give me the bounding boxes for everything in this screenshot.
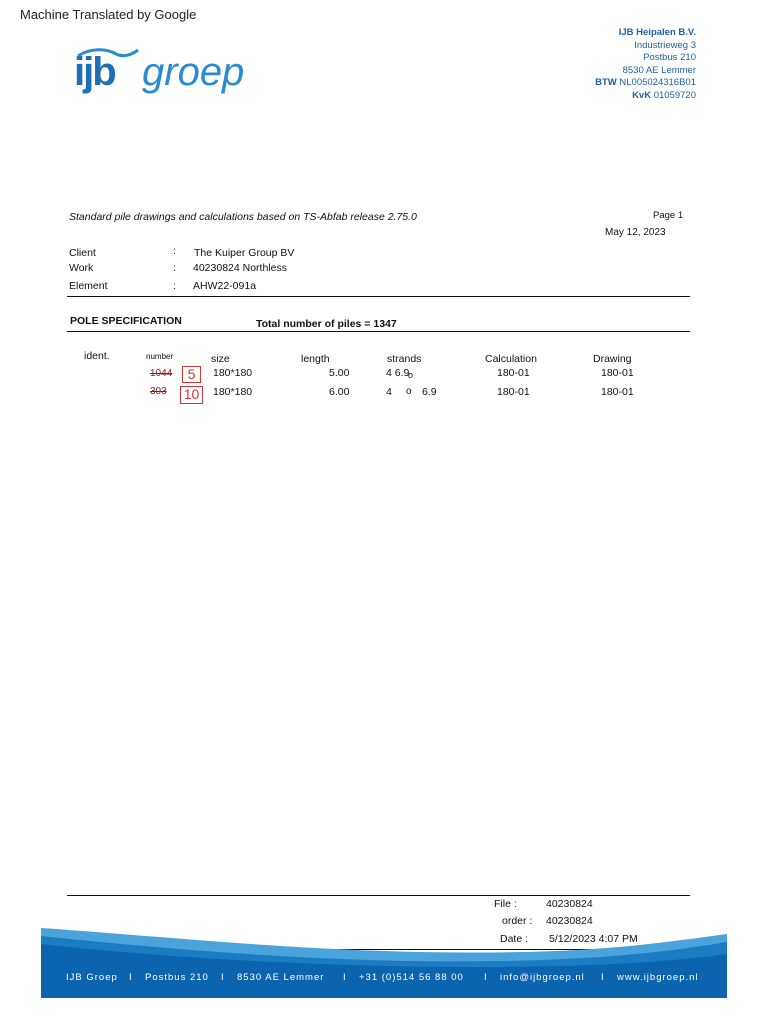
pole-spec-title: POLE SPECIFICATION	[70, 315, 182, 327]
strand-diameter-icon: o	[408, 370, 414, 380]
client-value: The Kuiper Group BV	[194, 247, 295, 259]
work-label: Work	[69, 262, 94, 274]
divider-footer	[67, 895, 690, 896]
row-size: 180*180	[213, 386, 253, 398]
footer-phone: +31 (0)514 56 88 00	[359, 972, 464, 983]
footer-separator: I	[601, 972, 605, 983]
company-city: 8530 AE Lemmer	[622, 64, 696, 76]
row-strands-count: 4	[386, 386, 392, 398]
date-value: 5/12/2023 4:07 PM	[549, 933, 638, 945]
col-number: number	[146, 352, 174, 361]
footer-separator: I	[343, 972, 347, 983]
company-street: Industrieweg 3	[634, 39, 696, 51]
footer-wave-band	[41, 926, 727, 998]
footer-city: 8530 AE Lemmer	[237, 972, 325, 983]
row-length: 6.00	[329, 386, 350, 398]
col-size: size	[211, 353, 230, 365]
date-label: Date :	[500, 933, 529, 945]
logo-ijb-text: ijb	[74, 50, 115, 94]
company-name: IJB Heipalen B.V.	[618, 27, 696, 38]
row-size: 180*180	[213, 367, 253, 379]
footer-email-link[interactable]: info@ijbgroep.nl	[500, 972, 585, 983]
element-label: Element	[69, 280, 108, 292]
footer-company: IJB Groep	[66, 972, 118, 983]
file-value: 40230824	[546, 898, 593, 910]
divider-spec	[67, 331, 690, 332]
order-value: 40230824	[546, 915, 593, 927]
col-strands: strands	[387, 353, 422, 365]
row-length: 5.00	[329, 367, 350, 379]
logo-groep-text: groep	[142, 50, 245, 94]
document-date: May 12, 2023	[605, 227, 666, 238]
row-strands: 4 6.9	[386, 367, 410, 379]
total-piles: Total number of piles = 1347	[256, 318, 397, 330]
footer-separator: I	[484, 972, 488, 983]
row-strands-dia: 6.9	[422, 386, 437, 398]
footer-separator: I	[129, 972, 133, 983]
footer-website-link[interactable]: www.ijbgroep.nl	[617, 972, 699, 983]
company-pobox: Postbus 210	[643, 52, 696, 63]
row-calculation: 180-01	[497, 386, 530, 398]
company-address	[595, 27, 696, 102]
row-drawing: 180-01	[601, 386, 634, 398]
col-ident: ident.	[84, 350, 110, 362]
footer-separator: I	[221, 972, 225, 983]
element-colon: :	[173, 280, 176, 292]
col-drawing: Drawing	[593, 353, 632, 365]
number-new-box: 10	[180, 386, 203, 404]
document-subtitle: Standard pile drawings and calculations based on TS-Abfab release 2.75.0	[69, 211, 417, 223]
col-calculation: Calculation	[485, 353, 537, 365]
company-kvk: KvK 01059720	[632, 89, 696, 101]
row-drawing: 180-01	[601, 367, 634, 379]
company-btw: BTW NL005024316B01	[595, 77, 696, 88]
client-colon: :	[173, 245, 176, 257]
page-number: Page 1	[653, 210, 684, 221]
divider-top	[67, 296, 690, 297]
footer-pobox: Postbus 210	[145, 972, 209, 983]
number-new-box: 5	[182, 366, 201, 383]
file-label: File :	[494, 898, 517, 910]
number-old: 303	[150, 386, 167, 397]
work-colon: :	[173, 262, 176, 274]
ijb-groep-logo	[74, 46, 264, 96]
machine-translated-banner: Machine Translated by Google	[20, 7, 197, 22]
client-label: Client	[69, 247, 96, 259]
order-label: order :	[502, 915, 533, 927]
row-calculation: 180-01	[497, 367, 530, 379]
work-value: 40230824 Northless	[193, 262, 287, 274]
col-length: length	[301, 353, 330, 365]
number-old: 1044	[150, 368, 173, 379]
strand-diameter-icon: o	[406, 386, 412, 397]
element-value: AHW22-091a	[193, 280, 257, 292]
